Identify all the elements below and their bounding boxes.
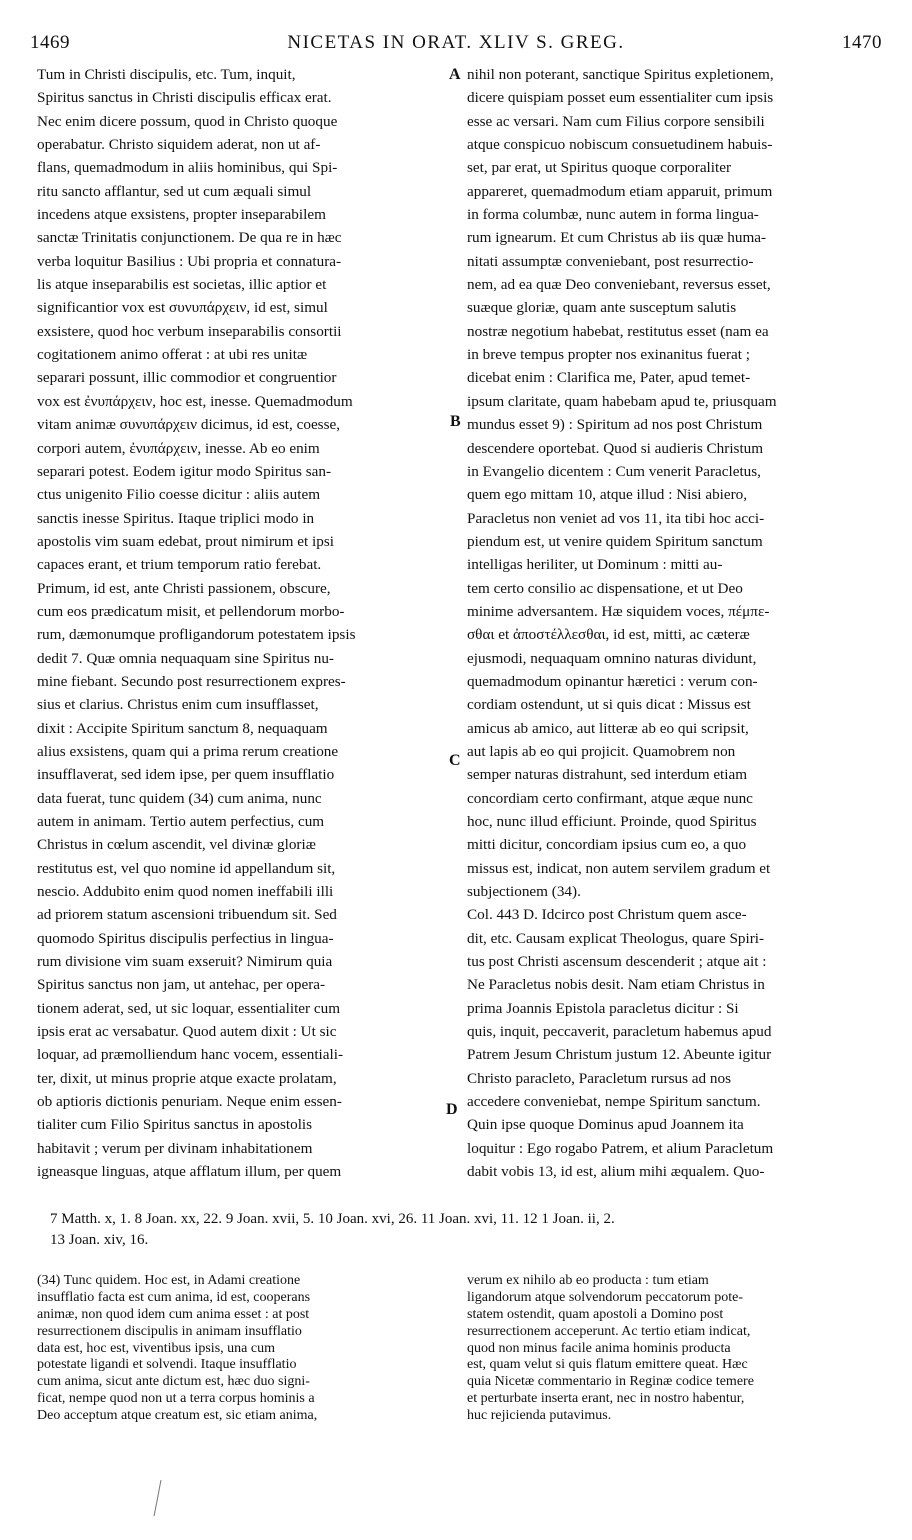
text-line: Paracletus non veniet ad vos 11, ita tibi hoc acci- (467, 509, 765, 527)
text-line: quemadmodum opinantur hæretici : verum con- (467, 672, 758, 690)
footnote-line: verum ex nihilo ab eo producta : tum etiam (467, 1273, 709, 1288)
text-line: ipsum claritate, quam habebam apud te, priusquam (467, 392, 777, 410)
text-line: sanctis inesse Spiritus. Itaque triplici modo in (37, 509, 315, 527)
text-line: ter, dixit, ut minus proprie atque exacte prolatam, (37, 1069, 337, 1087)
text-line: loquitur : Ego rogabo Patrem, et alium Paracletum (467, 1139, 774, 1157)
text-line: dit, etc. Causam explicat Theologus, quare Spiri- (467, 929, 765, 947)
text-line: set, par erat, ut Spiritus quoque corporaliter (467, 159, 732, 177)
text-line: rum, dæmonumque profligandorum potestatem ipsis (37, 626, 356, 644)
footnote-line: et perturbate inserta erant, nec in nostro habentur, (467, 1391, 745, 1407)
right-text-column (467, 63, 875, 1184)
text-line: Christo paracleto, Paracletum rursus ad nos (467, 1069, 732, 1087)
text-line: Ne Paracletus nobis desit. Nam etiam Christus in (467, 976, 765, 994)
text-line: ctus unigenito Filio coesse dicitur : aliis autem (37, 486, 321, 504)
references-line-1: 7 Matth. x, 1. 8 Joan. xx, 22. 9 Joan. xvii, 5. 10 Joan. xvi, 26. 11 Joan. xvi, 11. 12 1 Joan. ii, 2. (50, 1211, 615, 1227)
text-line: dixit : Accipite Spiritum sanctum 8, nequaquam (37, 719, 328, 737)
text-line: dicebat enim : Clarifica me, Pater, apud temet- (467, 369, 751, 387)
text-line: rum divisione vim suam exseruit? Nimirum quia (37, 953, 333, 971)
footnote-line: (34) Tunc quidem. Hoc est, in Adami creatione (37, 1273, 301, 1288)
text-line: ritu sancto afflantur, sed ut cum æquali simul (37, 182, 312, 200)
text-line: exsistere, quod hoc verbum inseparabilis consortii (37, 322, 342, 340)
text-line: Spiritus sanctus non jam, ut antehac, per opera- (37, 976, 326, 994)
text-line: sanctæ Trinitatis conjunctionem. De qua re in hæc (37, 229, 342, 247)
text-line: atque conspicuo nobiscum consuetudinem habuis- (467, 136, 773, 154)
text-line: semper naturas distrahunt, sed interdum etiam (467, 766, 748, 784)
text-line: loquar, ad præmolliendum hanc vocem, essentiali- (37, 1046, 344, 1064)
text-line: in breve tempus propter nos exinanitus fuerat ; (467, 346, 751, 364)
footnote-right-column (467, 1273, 875, 1425)
footnote-line: resurrectionem discipulis in animam insufflatio (37, 1323, 302, 1339)
text-line: minime adversantem. Hæ siquidem voces, πέμπε- (467, 602, 770, 620)
footnote-line: cum anima, sicut ante dictum est, hæc duo signi- (37, 1374, 310, 1390)
text-line: nem, ad ea quæ Deo conveniebant, reversus esset, (467, 276, 771, 294)
page-header (30, 32, 882, 56)
footnote-line: statem ostendit, quam apostoli a Domino post (467, 1306, 724, 1322)
text-line: dedit 7. Quæ omnia nequaquam sine Spiritus nu- (37, 649, 334, 667)
text-line: cordiam ostendunt, ut si quis dicat : Missus est (467, 696, 751, 714)
margin-marker-b: B (450, 413, 461, 430)
text-line: mine fiebant. Secundo post resurrectionem expres- (37, 672, 346, 690)
text-line: quomodo Spiritus discipulis perfectius in lingua- (37, 929, 334, 947)
running-title: NICETAS IN ORAT. XLIV S. GREG. (287, 32, 625, 53)
text-line: aut lapis ab eo qui projicit. Quamobrem non (467, 742, 736, 760)
text-line: insufflaverat, sed idem ipse, per quem insufflatio (37, 766, 335, 784)
page-number-left: 1469 (30, 32, 70, 53)
text-line: nescio. Addubito enim quod nomen ineffabili illi (37, 883, 334, 901)
text-line: accedere conveniebat, nempe Spiritum sanctum. (467, 1093, 761, 1111)
footnote-line: Deo acceptum atque creatum est, sic etiam anima, (37, 1408, 318, 1424)
text-line: ad priorem statum ascensioni tribuendum sit. Sed (37, 906, 337, 924)
text-line: Quin ipse quoque Dominus apud Joannem ita (467, 1116, 744, 1134)
stray-pen-mark (152, 1478, 164, 1518)
text-line: vox est ἐνυπάρχειν, hoc est, inesse. Quemadmodum (37, 392, 353, 410)
text-line: corpori autem, ἐνυπάρχειν, inesse. Ab eo enim (37, 439, 320, 457)
text-line: data fuerat, tunc quidem (34) cum anima, nunc (37, 789, 322, 807)
text-line: rum ignearum. Et cum Christus ab iis quæ huma- (467, 229, 767, 247)
text-line: ipsis erat ac versabatur. Quod autem dixit : Ut sic (37, 1023, 337, 1041)
text-line: cum eos prædicatum misit, et pellendorum morbo- (37, 602, 345, 620)
text-line: dabit vobis 13, id est, alium mihi æqualem. Quo- (467, 1163, 765, 1181)
footnote-line: huc rejicienda putavimus. (467, 1408, 612, 1424)
text-line: concordiam certo confirmant, atque æque nunc (467, 789, 753, 807)
text-line: Spiritus sanctus in Christi discipulis efficax erat. (37, 89, 332, 107)
footnote-line: animæ, non quod idem cum anima esset : at post (37, 1306, 310, 1322)
text-line: separari potest. Eodem igitur modo Spiritus san- (37, 462, 331, 480)
text-line: alius exsistens, quam qui a prima rerum creatione (37, 742, 339, 760)
text-line: Christus in cœlum ascendit, vel divinæ gloriæ (37, 836, 316, 854)
text-line: incedens atque exsistens, propter inseparabilem (37, 206, 326, 224)
text-line: Patrem Jesum Christum justum 12. Abeunte igitur (467, 1046, 772, 1064)
footnote-line: data est, hoc est, viventibus ipsis, una cum (37, 1340, 275, 1356)
text-line: prima Joannis Epistola paracletus dicitur : Si (467, 999, 739, 1017)
footnote-line: quia Nicetæ commentario in Reginæ codice temere (467, 1374, 754, 1390)
text-line: descendere oportebat. Quod si audieris Christum (467, 439, 764, 457)
text-line: Col. 443 D. Idcirco post Christum quem asce- (467, 906, 747, 924)
text-line: missus est, indicat, non autem servilem gradum et (467, 859, 771, 877)
margin-marker-d: D (446, 1101, 458, 1118)
text-line: significantior vox est συνυπάρχειν, id est, simul (37, 299, 328, 317)
margin-marker-c: C (449, 752, 461, 769)
text-line: nostræ negotium habebat, restitutus esset (nam ea (467, 322, 769, 340)
footnote-left-column (37, 1273, 443, 1425)
text-line: ejusmodi, nequaquam omnino naturas dividunt, (467, 649, 757, 667)
text-line: dicere quispiam posset eum essentialiter cum ipsis (467, 89, 774, 107)
text-line: nitati assumptæ conveniebant, post resurrectio- (467, 252, 754, 270)
text-line: hoc, nunc illud efficiunt. Proinde, quod Spiritus (467, 813, 757, 830)
text-line: tem certo consilio ac dispensatione, et ut Deo (467, 579, 743, 597)
text-line: appareret, quemadmodum etiam apparuit, primum (467, 182, 773, 200)
text-line: in forma columbæ, nunc autem in forma lingua- (467, 206, 759, 224)
text-line: in Evangelio dicentem : Cum venerit Paracletus, (467, 462, 761, 480)
footnote-line: ligandorum atque solvendorum peccatorum pote- (467, 1289, 744, 1305)
scripture-references (50, 1209, 880, 1251)
text-line: quem ego mittam 10, atque illud : Nisi abiero, (467, 486, 748, 504)
left-text-column (37, 63, 443, 1184)
text-line: autem in animam. Tertio autem perfectius, cum (37, 813, 325, 830)
text-line: suæque gloriæ, quam ante susceptum salutis (467, 299, 737, 317)
text-line: Tum in Christi discipulis, etc. Tum, inquit, (37, 66, 296, 83)
footnote-line: insufflatio facta est cum anima, id est, cooperans (37, 1289, 311, 1305)
text-line: amicus ab amico, aut litteræ ab eo qui scripsit, (467, 719, 749, 737)
text-line: piendum est, ut venire quidem Spiritum sanctum (467, 532, 763, 550)
footnote-line: resurrectionem acceperunt. Ac tertio etiam indicat, (467, 1323, 751, 1339)
text-line: esse ac versari. Nam cum Filius corpore sensibili (467, 112, 765, 130)
text-line: ob aptioris dictionis penuriam. Neque enim essen- (37, 1093, 342, 1111)
text-line: quis, inquit, peccaverit, paracletum habemus apud (467, 1023, 772, 1041)
margin-marker-a: A (449, 66, 461, 83)
text-line: subjectionem (34). (467, 883, 581, 901)
text-line: flans, quemadmodum in aliis hominibus, qui Spi- (37, 159, 338, 177)
text-line: tionem aderat, sed, ut sic loquar, essentialiter cum (37, 999, 341, 1017)
text-line: apostolis vim suam edebat, prout nimirum et ipsi (37, 532, 334, 550)
text-line: lis atque inseparabilis est societas, illic aptior et (37, 276, 327, 294)
text-line: cogitationem animo offerat : at ubi res unitæ (37, 346, 308, 364)
text-line: σθαι et ἀποστέλλεσθαι, id est, mitti, ac cæteræ (467, 626, 750, 644)
text-line: verba loquitur Basilius : Ubi propria et connatura- (37, 252, 342, 270)
footnote-line: potestate ligandi et solvendi. Itaque insufflatio (37, 1357, 297, 1373)
text-line: habitavit ; verum per divinam inhabitationem (37, 1139, 313, 1157)
text-line: Primum, id est, ante Christi passionem, obscure, (37, 579, 331, 597)
text-line: sius et clarius. Christus enim cum insufflasset, (37, 696, 319, 714)
text-line: intelligas heriliter, ut Dominum : mitti au- (467, 556, 723, 574)
text-line: mundus esset 9) : Spiritum ad nos post Christum (467, 416, 763, 434)
text-line: separari possunt, illic commodior et congruentior (37, 369, 337, 387)
references-line-2: 13 Joan. xiv, 16. (50, 1232, 149, 1248)
text-line: nihil non poterant, sanctique Spiritus expletionem, (467, 66, 774, 83)
page-number-right: 1470 (842, 32, 882, 53)
text-line: operabatur. Christo siquidem aderat, non ut af- (37, 136, 321, 154)
footnote-line: ficat, nempe quod non ut a terra corpus hominis a (37, 1391, 315, 1407)
footnote-line: est, quam velut si quis flatum emittere queat. Hæc (467, 1357, 748, 1373)
text-line: vitam animæ συνυπάρχειν dicimus, id est, coesse, (37, 416, 341, 434)
text-line: capaces erant, et trium temporum ratio ferebat. (37, 556, 322, 574)
footnote-line: quod non minus facile anima hominis producta (467, 1340, 731, 1356)
text-line: Nec enim dicere possum, quod in Christo quoque (37, 112, 338, 130)
text-line: mitti dicitur, concordiam ipsius cum eo, a quo (467, 836, 747, 854)
text-line: igneasque linguas, atque afflatum illum, per quem (37, 1163, 342, 1181)
text-line: tus post Christi ascensum descenderit ; atque ait : (467, 953, 767, 971)
text-line: restitutus est, vel quo nomine id appellandum sit, (37, 859, 336, 877)
text-line: tialiter cum Filio Spiritus sanctus in apostolis (37, 1116, 313, 1134)
